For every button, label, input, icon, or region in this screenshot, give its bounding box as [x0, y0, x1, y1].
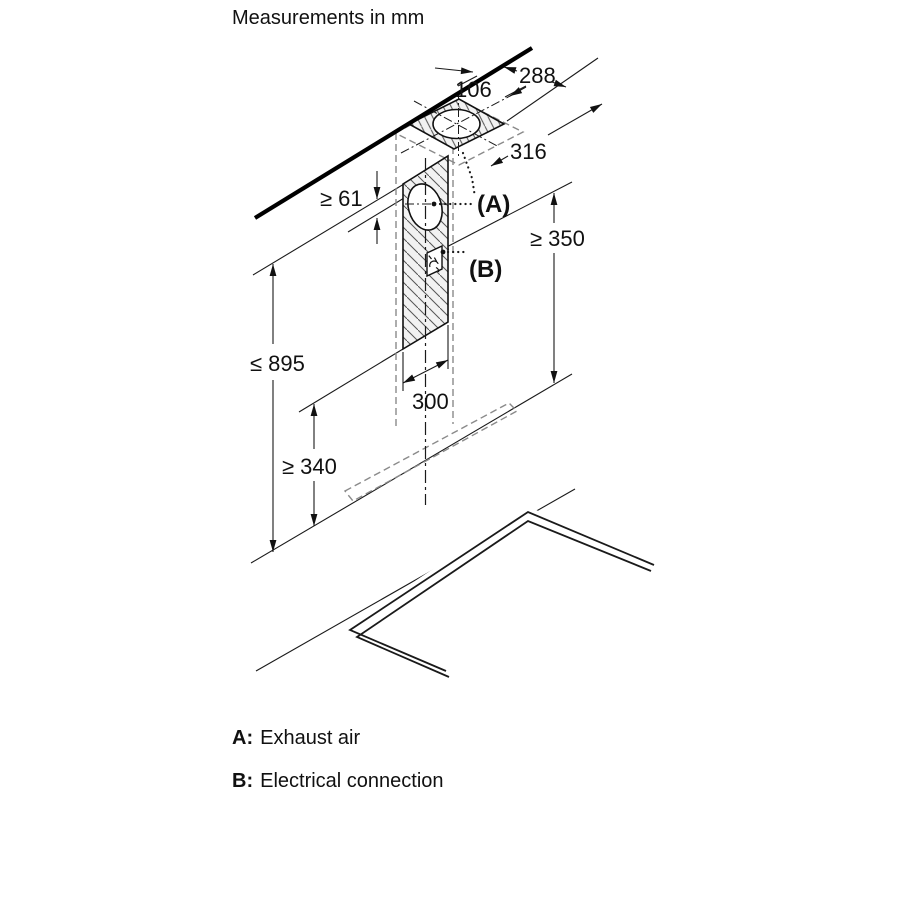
legend-a-text: Exhaust air [260, 727, 361, 749]
hood-body-dashed-outline [345, 403, 517, 501]
callout-b-label: (B) [469, 256, 503, 283]
dim-340-label: ≥ 340 [282, 454, 337, 479]
dim-895-label: ≤ 895 [250, 351, 305, 376]
legend-row-b [232, 770, 444, 792]
legend-a-key: A: [232, 727, 254, 749]
dim-288-label: 288 [519, 63, 556, 88]
hob-outline [350, 512, 654, 677]
callout-a-label: (A) [477, 191, 511, 218]
legend-b-text: Electrical connection [260, 770, 444, 792]
duct-hole [433, 110, 480, 139]
dim-61-label: ≥ 61 [320, 186, 363, 211]
dim-300-label: 300 [412, 389, 449, 414]
connection-reference-dot [441, 250, 446, 255]
page-title: Measurements in mm [232, 7, 425, 29]
legend-b-key: B: [232, 770, 254, 792]
dim-316-label: 316 [510, 139, 547, 164]
mount-bottom-extension-line [299, 349, 403, 412]
dim-350-label: ≥ 350 [530, 226, 585, 251]
dim-106-label: 106 [455, 77, 492, 102]
exhaust-reference-dot [432, 202, 437, 207]
legend-row-a [232, 727, 360, 749]
